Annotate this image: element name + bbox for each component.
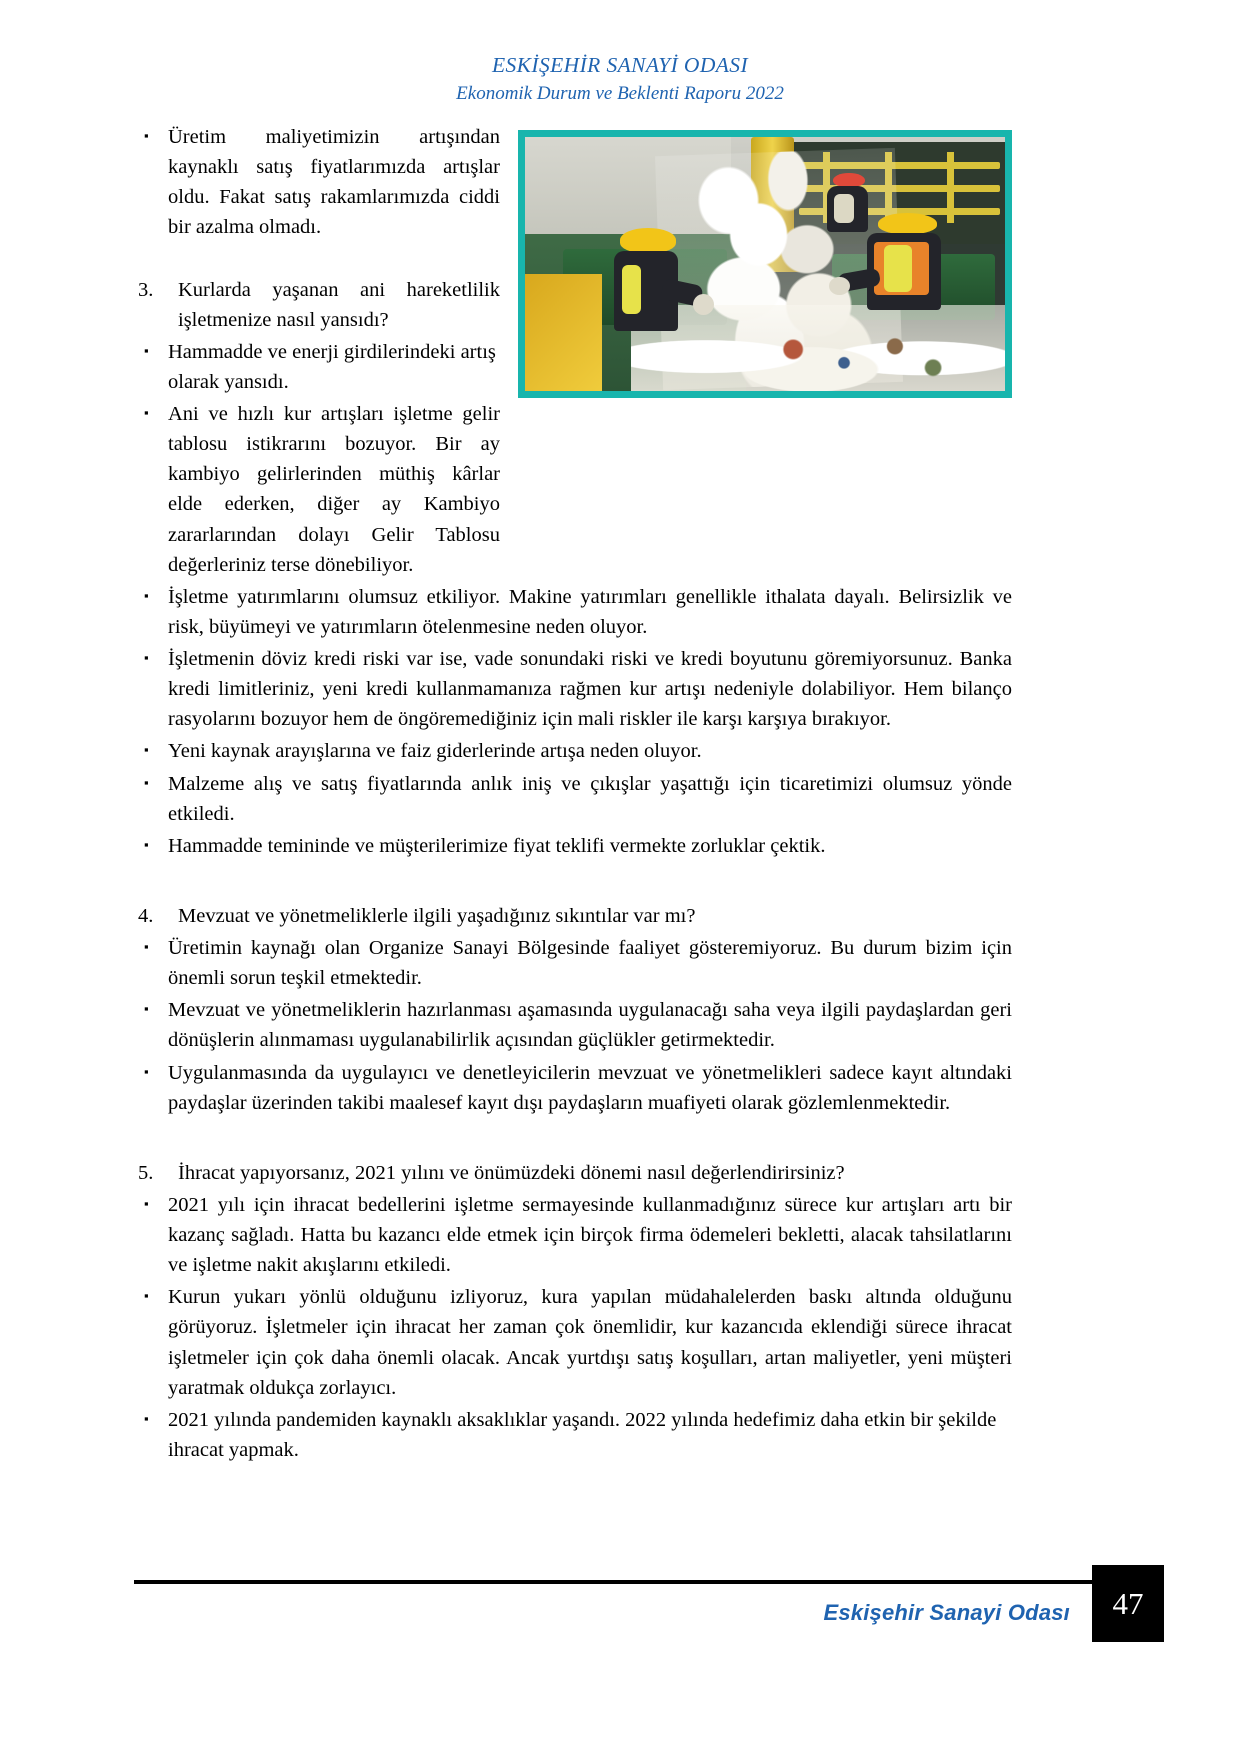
footer-organization: Eskişehir Sanayi Odası: [823, 1600, 1070, 1625]
list-item: [134, 399, 500, 580]
bullet-square-icon: [134, 122, 168, 152]
list-item: [134, 582, 1012, 642]
list-item: [134, 122, 500, 243]
answer-text: Malzeme alış ve satış fiyatlarında anlık iniş ve çıkışlar yaşattığı için ticaretimizi olumsuz yönde etkiledi.: [168, 772, 1012, 825]
list-item: [134, 736, 1012, 766]
page-content: [134, 122, 1012, 1467]
header-report-title: Ekonomik Durum ve Beklenti Raporu 2022: [456, 82, 784, 104]
list-item: [134, 1282, 1012, 1403]
answer-text: Üretim maliyetimizin artışından kaynaklı satış fiyatlarımızda artışlar oldu. Fakat satış rakamlarımızda ciddi bir azalma olmadı.: [168, 126, 500, 239]
answer-text: Hammadde temininde ve müşterilerimize fiyat teklifi vermekte zorluklar çektik.: [168, 834, 826, 857]
answer-text: 2021 yılında pandemiden kaynaklı aksaklıklar yaşandı. 2022 yılında hedefimiz daha etkin bir şekilde ihracat yapmak.: [168, 1408, 997, 1461]
list-item: [134, 337, 500, 397]
list-item: [134, 995, 1012, 1055]
list-item: [134, 831, 1012, 861]
recycling-facility-photo: [518, 130, 1012, 398]
bullet-square-icon: [134, 337, 168, 367]
bullet-square-icon: [134, 1190, 168, 1220]
bullet-square-icon: [134, 1405, 168, 1435]
bullet-square-icon: [134, 1058, 168, 1088]
answer-text: Uygulanmasında da uygulayıcı ve denetleyicilerin mevzuat ve yönetmelikleri sadece kayıt altındaki paydaşlar üzerinden takibi maalesef kayıt dışı paydaşların muafiyeti olarak gözlemlenmektedir.: [168, 1061, 1012, 1114]
list-item: [134, 644, 1012, 734]
question-number: 5.: [138, 1161, 154, 1184]
answer-text: İşletme yatırımlarını olumsuz etkiliyor. Makine yatırımları genellikle ithalata dayalı. Belirsizlik ve risk, büyümeyi ve yatırımların ötelenmesine neden oluyor.: [168, 585, 1012, 638]
bullet-square-icon: [134, 995, 168, 1025]
bullet-square-icon: [134, 582, 168, 612]
bullet-square-icon: [134, 933, 168, 963]
answer-text: İşletmenin döviz kredi riski var ise, vade sonundaki riski ve kredi boyutunu göremiyorsunuz. Banka kredi limitleriniz, yeni kredi kullanmamanıza rağmen kur artışı nedeniyle dolabiliyor. Hem bilanço rasyolarını bozuyor hem de öngöremediğiniz için mali riskler ile karşı karşıya bırakıyor.: [168, 648, 1012, 731]
list-item: [134, 769, 1012, 829]
question-text: İhracat yapıyorsanız, 2021 yılını ve önümüzdeki dönemi nasıl değerlendirirsiniz?: [178, 1161, 845, 1184]
bullet-square-icon: [134, 769, 168, 799]
worker-left-figure: [607, 228, 703, 370]
question-5: [134, 1158, 1012, 1188]
bullet-square-icon: [134, 1282, 168, 1312]
bullet-square-icon: [134, 736, 168, 766]
answer-text: Ani ve hızlı kur artışları işletme gelir tablosu istikrarını bozuyor. Bir ay kambiyo gelirlerinden müthiş kârlar elde ederken, diğer ay Kambiyo zararlarından dolayı Gelir Tablosu değerleriniz terse dönebiliyor.: [168, 403, 500, 576]
question-number: 4.: [138, 904, 154, 927]
page-number: 47: [1092, 1565, 1164, 1642]
question-number: 3.: [138, 278, 154, 301]
worker-right-figure: [861, 213, 967, 345]
page-header: [0, 0, 1240, 106]
list-item: [134, 933, 1012, 993]
page-footer: [134, 1580, 1164, 1642]
answer-text: Yeni kaynak arayışlarına ve faiz giderlerinde artışa neden oluyor.: [168, 740, 702, 763]
answer-text: 2021 yılı için ihracat bedellerini işletme sermayesinde kullanmadığınız sürece kur artışları artı bir kazanç sağladı. Hatta bu kazancı elde etmek için birçok firma ödemeleri bekletti, alacak tahsilatlarını ve işletme nakit akışlarını etkiledi.: [168, 1193, 1012, 1277]
bullet-square-icon: [134, 644, 168, 674]
header-organization: ESKİŞEHİR SANAYİ ODASI: [491, 53, 749, 77]
list-item: [134, 1405, 1012, 1465]
question-3: [134, 275, 500, 335]
question-text: Kurlarda yaşanan ani hareketlilik işletmenize nasıl yansıdı?: [178, 278, 500, 331]
answer-text: Mevzuat ve yönetmeliklerin hazırlanması aşamasında uygulanacağı saha veya ilgili paydaşlardan geri dönüşlerin alınmaması uygulanabilirlik açısından güçlükler getirmektedir.: [168, 999, 1012, 1052]
bullet-square-icon: [134, 399, 168, 429]
bullet-square-icon: [134, 831, 168, 861]
list-item: [134, 1058, 1012, 1118]
question-4: [134, 901, 1012, 931]
answer-text: Hammadde ve enerji girdilerindeki artış olarak yansıdı.: [168, 340, 496, 393]
list-item: [134, 1190, 1012, 1280]
question-text: Mevzuat ve yönetmeliklerle ilgili yaşadığınız sıkıntılar var mı?: [178, 904, 696, 927]
answer-text: Üretimin kaynağı olan Organize Sanayi Bölgesinde faaliyet gösteremiyoruz. Bu durum bizim için önemli sorun teşkil etmektedir.: [168, 937, 1012, 990]
answer-text: Kurun yukarı yönlü olduğunu izliyoruz, kura yapılan müdahalelerden baskı altında olduğunu görüyoruz. İşletmeler için ihracat her zaman çok önemlidir, kur kazancıda eklendiği sürece ihracat işletmeler için çok daha önemli olacak. Ancak yurtdışı satış koşulları, artan maliyetler, yeni müşteri yaratmak oldukça zorlayıcı.: [168, 1286, 1012, 1399]
